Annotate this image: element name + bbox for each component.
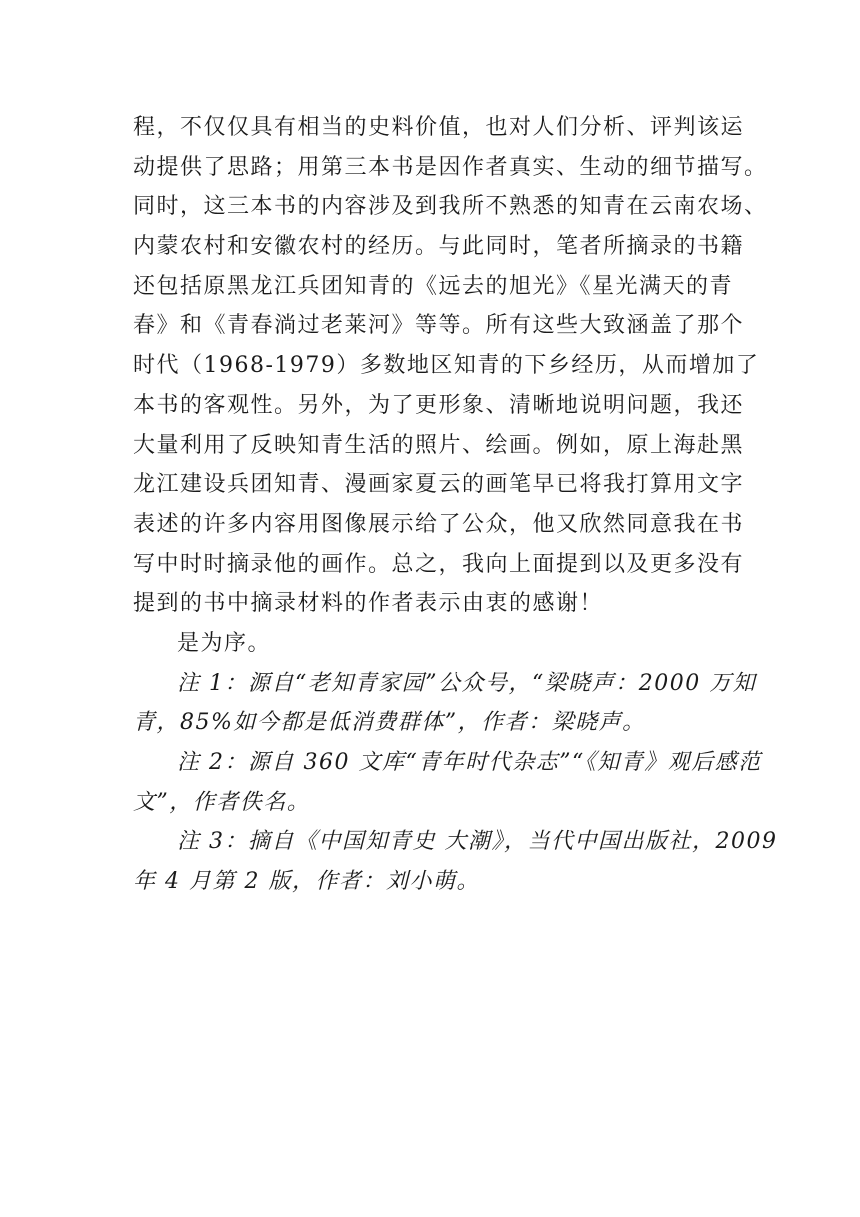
body-line: 提到的书中摘录材料的作者表示由衷的感谢！ xyxy=(133,591,604,617)
footnote-3-line-2: 年 4 月第 2 版，作者：刘小萌。 xyxy=(133,869,480,895)
body-line: 本书的客观性。另外，为了更形象、清晰地说明问题，我还 xyxy=(133,392,745,418)
body-line: 内蒙农村和安徽农村的经历。与此同时，笔者所摘录的书籍 xyxy=(133,234,745,260)
body-line: 程，不仅仅具有相当的史料价值，也对人们分析、评判该运 xyxy=(133,115,745,140)
footnote-1-line-1: 注 1：源自“老知青家园”公众号，“梁晓声：2000 万知 xyxy=(177,670,757,696)
footnote-2-line-2: 文”，作者佚名。 xyxy=(133,789,311,815)
footnote-2-line-1: 注 2：源自 360 文库“青年时代杂志”“《知青》观后感范 xyxy=(177,750,762,775)
body-line: 春》和《青春淌过老莱河》等等。所有这些大致涵盖了那个 xyxy=(133,313,745,339)
body-line: 时代（1968-1979）多数地区知青的下乡经历，从而增加了 xyxy=(133,353,760,379)
document-body xyxy=(133,108,778,902)
body-line: 写中时时摘录他的画作。总之，我向上面提到以及更多没有 xyxy=(133,551,745,577)
body-line: 动提供了思路；用第三本书是因作者真实、生动的细节描写。 xyxy=(133,154,768,180)
body-line: 龙江建设兵团知青、漫画家夏云的画笔早已将我打算用文字 xyxy=(133,472,745,498)
body-line: 还包括原黑龙江兵团知青的《远去的旭光》《星光满天的青 xyxy=(133,273,734,299)
body-line: 表述的许多内容用图像展示给了公众，他又欣然同意我在书 xyxy=(133,511,745,537)
body-line: 同时，这三本书的内容涉及到我所不熟悉的知青在云南农场、 xyxy=(133,194,768,220)
footnote-1-line-2: 青，85%如今都是低消费群体”，作者：梁晓声。 xyxy=(133,710,646,736)
body-line: 大量利用了反映知青生活的照片、绘画。例如，原上海赴黑 xyxy=(133,432,745,458)
footnote-3-line-1: 注 3：摘自《中国知青史 大潮》，当代中国出版社，2009 xyxy=(177,829,778,855)
closing-line: 是为序。 xyxy=(177,630,272,656)
